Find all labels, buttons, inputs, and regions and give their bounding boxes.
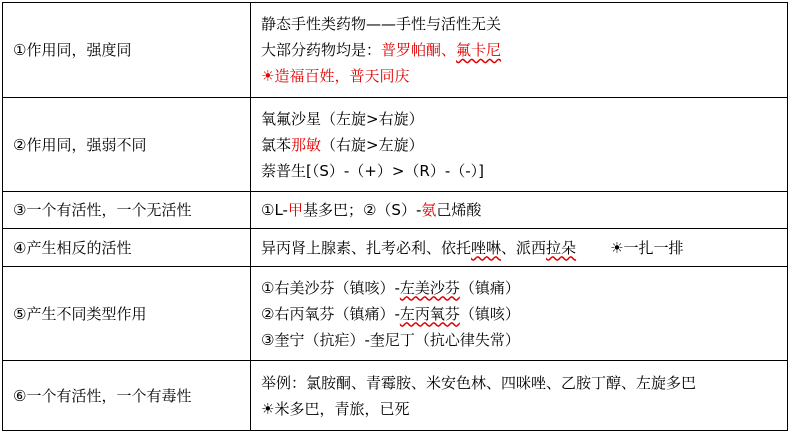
row-content — [251, 98, 788, 192]
row-content — [251, 192, 788, 229]
table-row — [3, 192, 788, 229]
table-row — [3, 267, 788, 361]
sun-icon: ☀ — [261, 67, 275, 85]
row-content — [251, 267, 788, 361]
row-content — [251, 361, 788, 431]
mnemonic-text: ☀一扎一排 — [610, 238, 684, 257]
row-label: ①作用同，强度同 — [3, 3, 251, 98]
table-row — [3, 98, 788, 192]
content-line: 异丙肾上腺素、扎考必利、依托唑啉、派西拉朵 ☀一扎一排 — [261, 238, 684, 257]
content-line: 静态手性类药物——手性与活性无关 — [261, 15, 502, 33]
mnemonic-line: ☀造福百姓，普天同庆 — [261, 67, 410, 85]
mnemonic-line: ☀米多巴，青旅，已死 — [261, 399, 410, 418]
table-row — [3, 3, 788, 98]
drug-name-highlight: 普罗帕酮、 — [381, 41, 457, 59]
content-line: 氯苯那敏（右旋>左旋） — [261, 135, 424, 154]
content-line: ③奎宁（抗疟）-奎尼丁（抗心律失常） — [261, 330, 520, 349]
content-line: 举例：氯胺酮、青霉胺、米安色林、四咪唑、乙胺丁醇、左旋多巴 — [261, 373, 697, 392]
row-label: ③一个有活性，一个无活性 — [3, 192, 251, 229]
row-label: ⑥一个有活性，一个有毒性 — [3, 361, 251, 431]
row-label: ②作用同，强弱不同 — [3, 98, 251, 192]
table-row — [3, 361, 788, 431]
chirality-table — [2, 2, 788, 431]
row-label: ④产生相反的活性 — [3, 229, 251, 267]
table-row — [3, 229, 788, 267]
row-label: ⑤产生不同类型作用 — [3, 267, 251, 361]
content-line: ①右美沙芬（镇咳）-左美沙芬（镇痛） — [261, 278, 520, 297]
content-line: ②右丙氧芬（镇痛）-左丙氧芬（镇咳） — [261, 304, 520, 323]
drug-name-highlight: 氟卡尼 — [456, 41, 502, 59]
content-line: 氧氟沙星（左旋>右旋） — [261, 109, 424, 128]
content-line: 萘普生[（S）-（+）>（R）-（-）] — [261, 161, 485, 180]
drug-name-highlight: 那敏 — [291, 135, 322, 154]
row-content — [251, 3, 788, 98]
content-line: 大部分药物均是：普罗帕酮、氟卡尼 — [261, 41, 502, 59]
row-content — [251, 229, 788, 267]
content-line: ①L-甲基多巴；②（S）-氨己烯酸 — [261, 201, 482, 219]
